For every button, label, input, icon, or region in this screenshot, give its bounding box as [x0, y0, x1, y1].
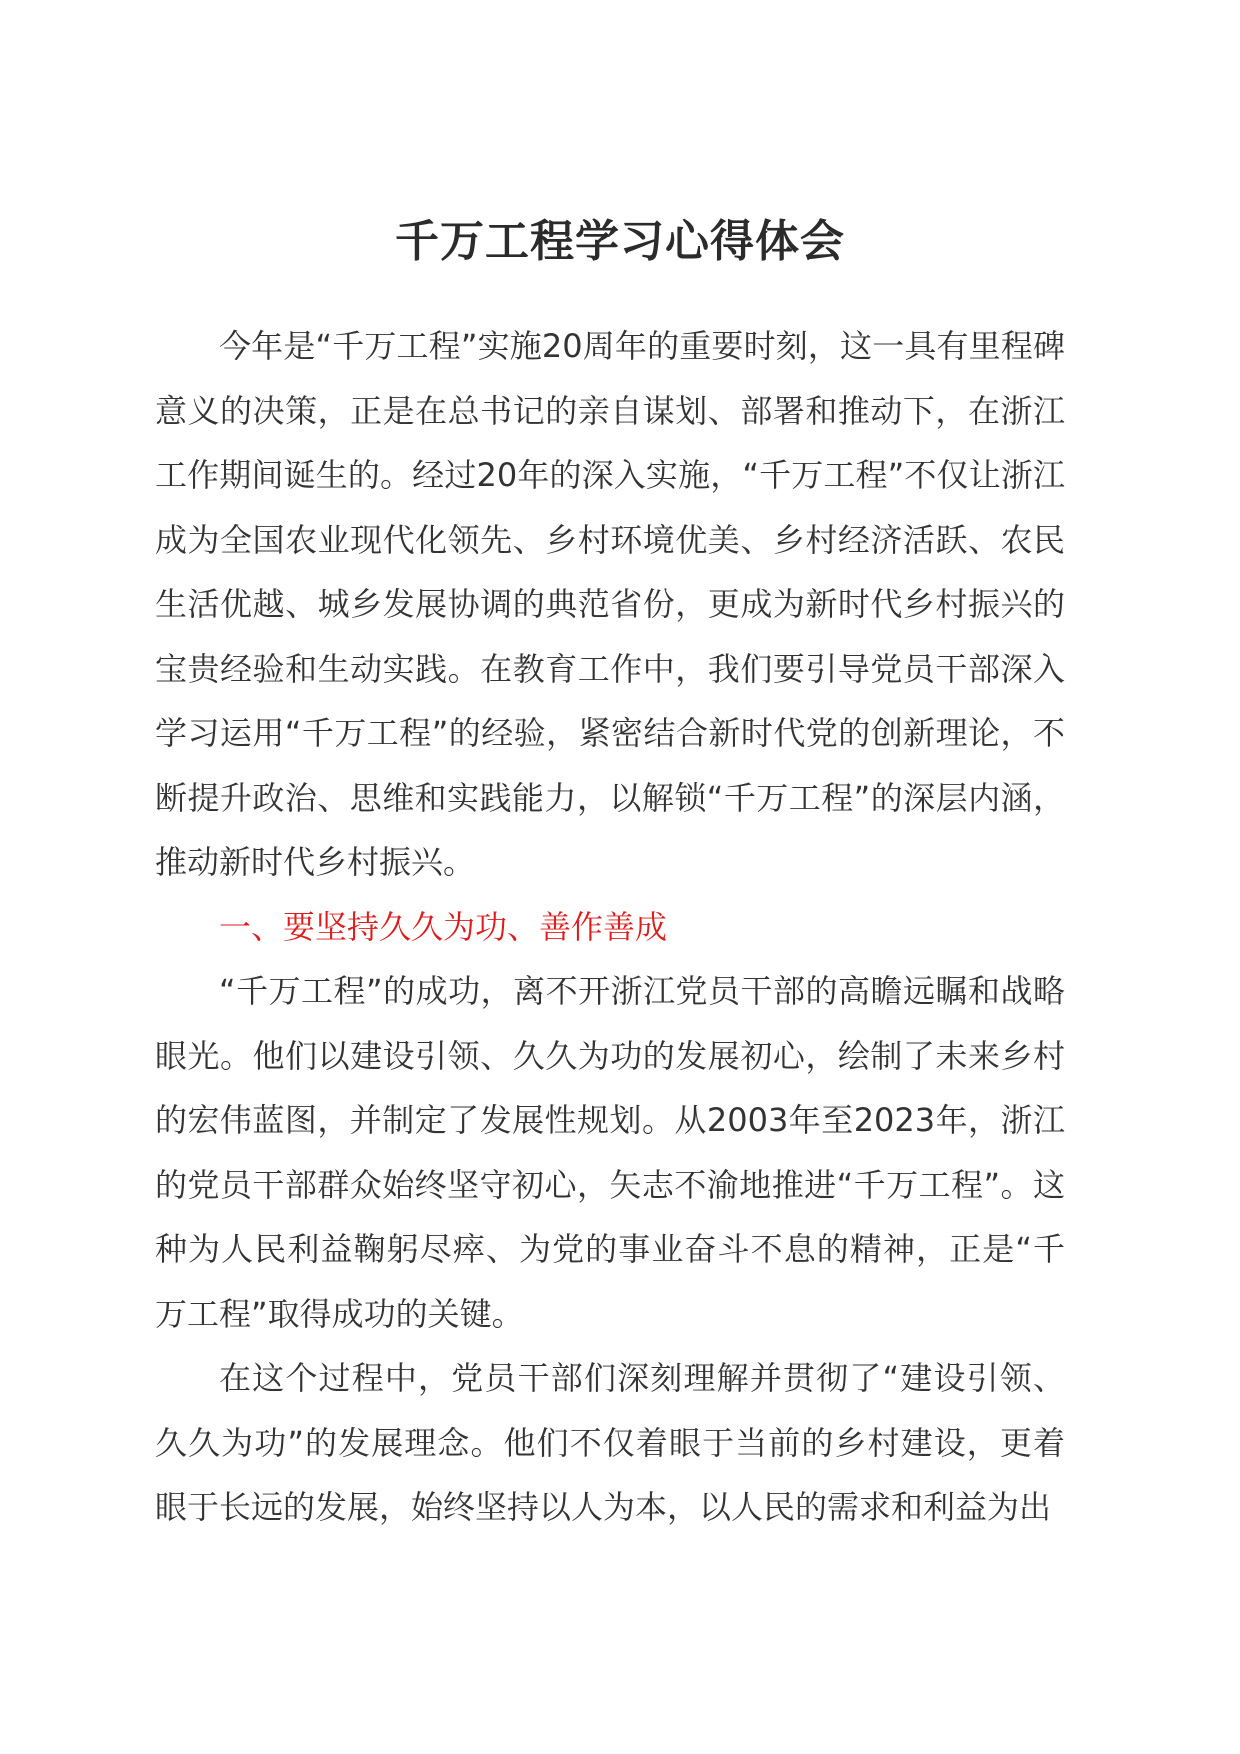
paragraph-section-1-continued: 在这个过程中，党员干部们深刻理解并贯彻了“建设引领、久久为功”的发展理念。他们不仅着眼于当前的乡村建设，更着眼于长远的发展，始终坚持以人为本，以人民的需求和利益为出	[155, 1359, 1065, 1526]
paragraph-intro: 今年是“千万工程”实施20周年的重要时刻，这一具有里程碑意义的决策，正是在总书记的亲自谋划、部署和推动下，在浙江工作期间诞生的。经过20年的深入实施，“千万工程”不仅让浙江成为全国农业现代化领先、乡村环境优美、乡村经济活跃、农民生活优越、城乡发展协调的典范省份，更成为新时代乡村振兴的宝贵经验和生动实践。在教育工作中，我们要引导党员干部深入学习运用“千万工程”的经验，紧密结合新时代党的创新理论，不断提升政治、思维和实践能力，以解锁“千万工程”的深层内涵，推动新时代乡村振兴。	[155, 327, 1065, 881]
document-title: 千万工程学习心得体会	[395, 216, 845, 267]
document-body	[155, 314, 1065, 1540]
paragraph-section-1: “千万工程”的成功，离不开浙江党员干部的高瞻远瞩和战略眼光。他们以建设引领、久久为功的发展初心，绘制了未来乡村的宏伟蓝图，并制定了发展性规划。从2003年至2023年，浙江的党员干部群众始终坚守初心，矢志不渝地推进“千万工程”。这种为人民利益鞠躬尽瘁、为党的事业奋斗不息的精神，正是“千万工程”取得成功的关键。	[155, 972, 1065, 1333]
section-heading-1: 一、要坚持久久为功、善作善成	[219, 907, 668, 946]
